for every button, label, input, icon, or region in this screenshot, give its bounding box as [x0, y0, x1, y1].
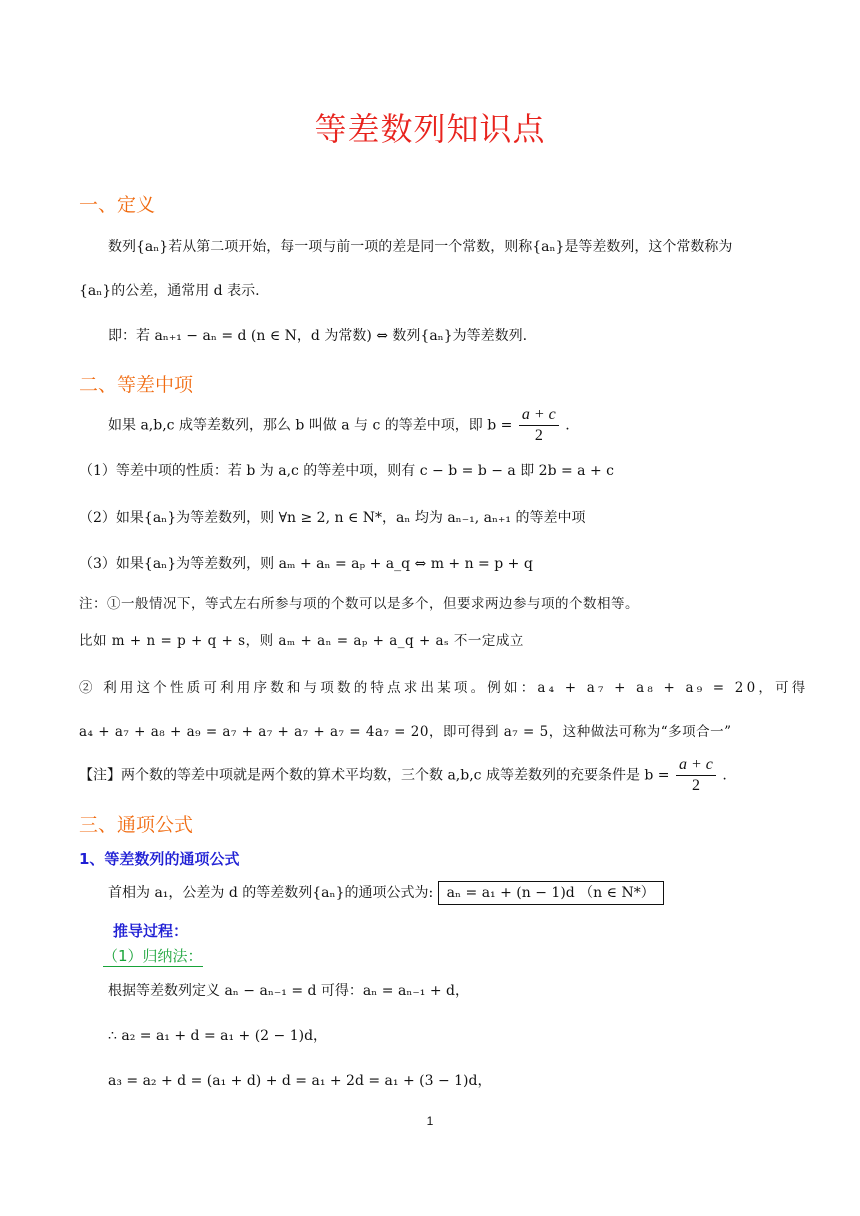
property-item-1: （1）等差中项的性质：若 b 为 a,c 的等差中项，则有 c − b = b − a 即 2b = a + c: [79, 463, 614, 479]
general-term-intro: [108, 882, 664, 902]
subsection-heading-general-term: 1、等差数列的通项公式: [79, 850, 240, 868]
fraction-end: .: [722, 767, 727, 784]
fraction-denominator: 2: [534, 427, 543, 444]
induction-method-heading: （1）归纳法：: [103, 947, 203, 965]
note-line-4: a₄ + a₇ + a₈ + a₉ = a₇ + a₇ + a₇ + a₇ = 4a₇ = 20，即可得到 a₇ = 5，这种做法可称为“多项合一”: [79, 724, 732, 740]
section-heading-general-term: 三、通项公式: [79, 814, 194, 836]
property-item-3: （3）如果{aₙ}为等差数列，则 aₘ + aₙ = aₚ + a_q ⇔ m + n = p + q: [79, 556, 533, 572]
remark-text: 【注】两个数的等差中项就是两个数的算术平均数，三个数 a,b,c 成等差数列的充要条件是 b =: [79, 767, 670, 784]
section-heading-arithmetic-mean: 二、等差中项: [79, 374, 194, 396]
derivation-heading: 推导过程：: [113, 922, 189, 940]
page-title: 等差数列知识点: [314, 110, 546, 148]
property-item-2: （2）如果{aₙ}为等差数列，则 ∀n ≥ 2, n ∈ N*，aₙ 均为 aₙ₋₁, aₙ₊₁ 的等差中项: [79, 510, 586, 526]
arithmetic-mean-fraction: [519, 405, 559, 446]
derivation-line-1: 根据等差数列定义 aₙ − aₙ₋₁ = d 可得：aₙ = aₙ₋₁ + d，: [108, 983, 469, 999]
arithmetic-mean-definition: [108, 405, 570, 446]
fraction-denominator: 2: [691, 777, 700, 794]
fraction-numerator: a + c: [676, 755, 716, 776]
derivation-line-2: ∴ a₂ = a₁ + d = a₁ + (2 − 1)d，: [108, 1028, 328, 1044]
arithmetic-mean-text: 如果 a,b,c 成等差数列，那么 b 叫做 a 与 c 的等差中项，即 b =: [108, 417, 513, 434]
fraction-numerator: a + c: [519, 405, 559, 426]
general-term-formula-box: aₙ = a₁ + (n − 1)d （n ∈ N*）: [438, 881, 664, 905]
definition-equivalence: 即：若 aₙ₊₁ − aₙ = d (n ∈ N，d 为常数) ⇔ 数列{aₙ}为等差数列.: [108, 328, 528, 344]
note-line-2: 比如 m + n = p + q + s，则 aₘ + aₙ = aₚ + a_q + aₛ 不一定成立: [79, 633, 524, 649]
fraction-end: .: [565, 417, 570, 434]
note-line-3: ② 利用这个性质可利用序数和与项数的特点求出某项。例如：a₄ + a₇ + a₈ + a₉ = 20，可得: [79, 680, 809, 696]
page-number: 1: [426, 1114, 434, 1128]
note-line-1: 注：①一般情况下，等式左右所参与项的个数可以是多个，但要求两边参与项的个数相等。: [79, 596, 639, 612]
general-term-text: 首相为 a₁，公差为 d 的等差数列{aₙ}的通项公式为:: [108, 885, 434, 901]
section-heading-definition: 一、定义: [79, 194, 156, 216]
remark-fraction: [676, 755, 716, 796]
definition-paragraph-line1: 数列{aₙ}若从第二项开始，每一项与前一项的差是同一个常数，则称{aₙ}是等差数列，这个常数称为: [108, 239, 733, 255]
definition-paragraph-line2: {aₙ}的公差，通常用 d 表示.: [79, 283, 260, 299]
remark-paragraph: [79, 755, 727, 796]
derivation-line-3: a₃ = a₂ + d = (a₁ + d) + d = a₁ + 2d = a₁ + (3 − 1)d，: [108, 1073, 492, 1089]
